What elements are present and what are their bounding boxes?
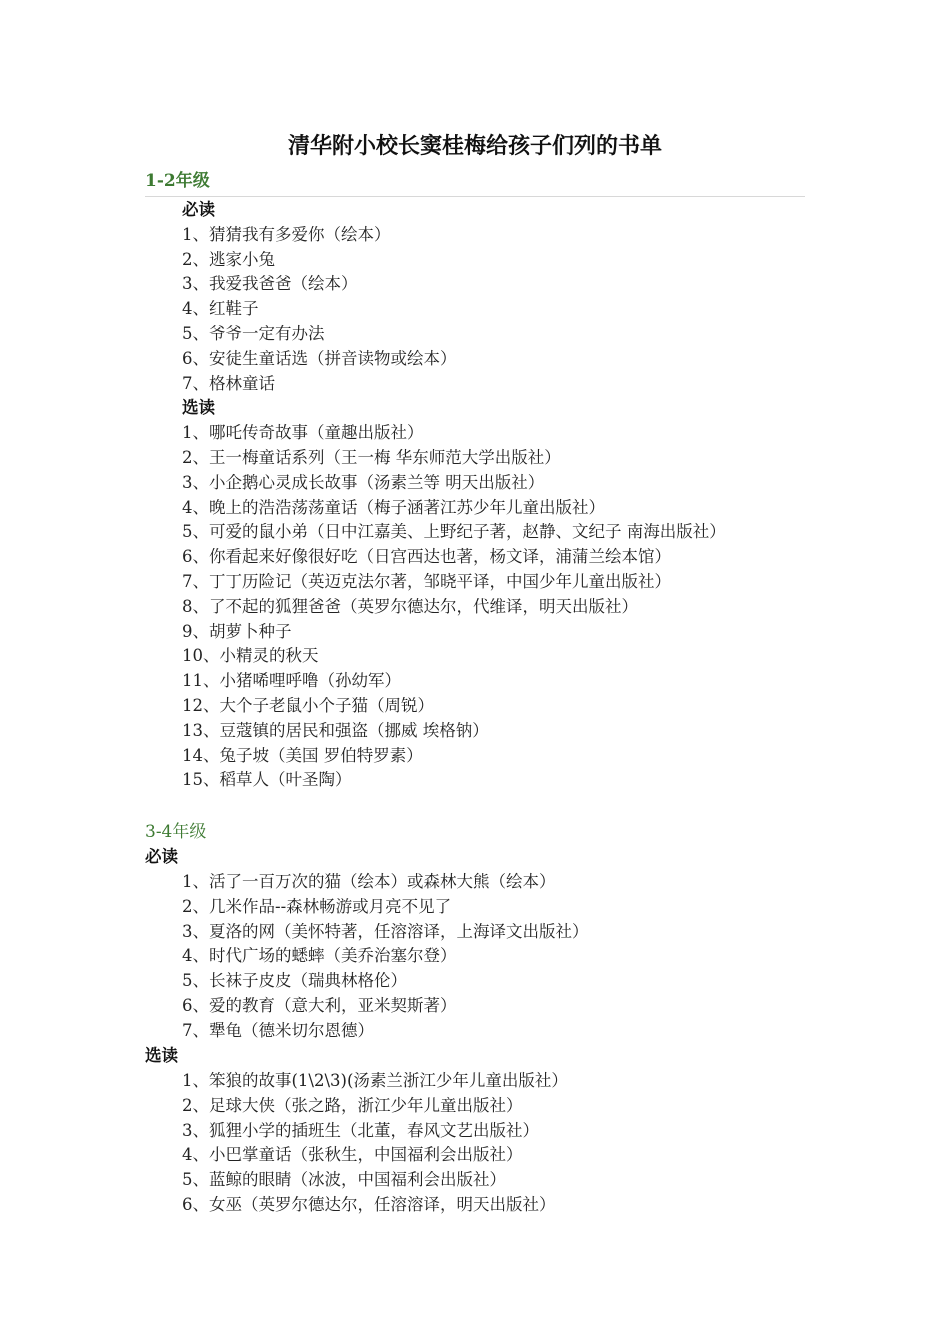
list-item: 6、女巫（英罗尔德达尔，任溶溶译，明天出版社） xyxy=(182,1194,556,1214)
list-item: 5、蓝鲸的眼睛（冰波，中国福利会出版社） xyxy=(182,1170,506,1190)
list-item: 4、红鞋子 xyxy=(182,299,259,319)
list-item: 10、小精灵的秋天 xyxy=(182,646,319,666)
list-item: 2、足球大侠（张之路，浙江少年儿童出版社） xyxy=(182,1095,523,1115)
list-item: 5、爷爷一定有办法 xyxy=(182,323,325,343)
list-item: 1、笨狼的故事(1\2\3)(汤素兰浙江少年儿童出版社） xyxy=(182,1071,568,1090)
list-item: 4、时代广场的蟋蟀（美乔治塞尔登） xyxy=(182,946,457,966)
list-item: 5、可爱的鼠小弟（日中江嘉美、上野纪子著，赵静、文纪子 南海出版社） xyxy=(182,522,726,542)
required-label: 必读 xyxy=(182,200,215,219)
list-item: 1、哪吒传奇故事（童趣出版社） xyxy=(182,423,424,443)
grade-heading-1-2: 1-2年级 xyxy=(145,171,210,191)
document-title: 清华附小校长窦桂梅给孩子们列的书单 xyxy=(287,134,662,159)
list-item: 8、了不起的狐狸爸爸（英罗尔德达尔，代维译，明天出版社） xyxy=(182,596,638,616)
optional-label: 选读 xyxy=(182,398,215,418)
heading-divider xyxy=(145,196,805,197)
list-item: 6、你看起来好像很好吃（日宫西达也著，杨文译，浦蒲兰绘本馆） xyxy=(182,547,671,567)
list-item: 6、安徒生童话选（拼音读物或绘本） xyxy=(182,348,457,368)
list-item: 5、长袜子皮皮（瑞典林格伦） xyxy=(182,971,407,991)
grade-1-2-list xyxy=(182,198,726,793)
grade-3-4-required-list xyxy=(182,870,589,1044)
optional-label: 选读 xyxy=(145,1046,178,1065)
list-item: 1、猜猜我有多爱你（绘本） xyxy=(182,224,391,244)
list-item: 15、稻草人（叶圣陶） xyxy=(182,770,352,790)
grade-3-4-optional-list xyxy=(182,1069,568,1218)
list-item: 13、豆蔻镇的居民和强盗（挪威 埃格钠） xyxy=(182,720,489,740)
list-item: 2、逃家小兔 xyxy=(182,249,275,269)
list-item: 7、丁丁历险记（英迈克法尔著，邹晓平译，中国少年儿童出版社） xyxy=(182,571,671,591)
list-item: 7、犟龟（德米切尔恩德） xyxy=(182,1020,374,1040)
list-item: 3、夏洛的网（美怀特著，任溶溶译，上海译文出版社） xyxy=(182,921,589,941)
list-item: 11、小猪唏哩呼噜（孙幼军） xyxy=(182,671,401,691)
list-item: 2、几米作品--森林畅游或月亮不见了 xyxy=(182,896,452,916)
list-item: 7、格林童话 xyxy=(182,373,275,393)
list-item: 3、我爱我爸爸（绘本） xyxy=(182,274,358,294)
list-item: 9、胡萝卜种子 xyxy=(182,621,292,641)
list-item: 2、王一梅童话系列（王一梅 华东师范大学出版社） xyxy=(182,447,561,467)
list-item: 3、小企鹅心灵成长故事（汤素兰等 明天出版社） xyxy=(182,472,545,492)
required-label: 必读 xyxy=(145,847,178,866)
list-item: 12、大个子老鼠小个子猫（周锐） xyxy=(182,695,434,715)
list-item: 4、晚上的浩浩荡荡童话（梅子涵著江苏少年儿童出版社） xyxy=(182,497,605,517)
list-item: 4、小巴掌童话（张秋生，中国福利会出版社） xyxy=(182,1145,523,1165)
list-item: 6、爱的教育（意大利，亚米契斯著） xyxy=(182,995,457,1015)
grade-heading-3-4: 3-4年级 xyxy=(145,822,207,842)
list-item: 1、活了一百万次的猫（绘本）或森林大熊（绘本） xyxy=(182,872,556,891)
list-item: 14、兔子坡（美国 罗伯特罗素） xyxy=(182,745,423,765)
list-item: 3、狐狸小学的插班生（北董，春风文艺出版社） xyxy=(182,1120,539,1140)
